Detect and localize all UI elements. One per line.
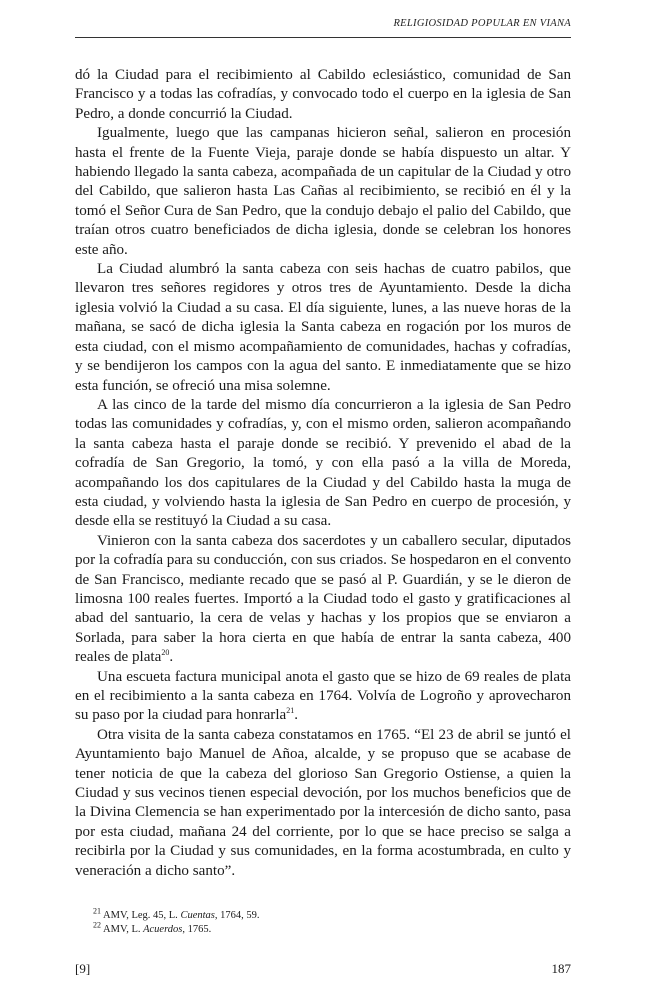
footnote-text-post: , 1765. <box>182 923 212 935</box>
paragraph-6 <box>75 668 571 726</box>
paragraph-4: A las cinco de la tarde del mismo día concurrieron a la iglesia de San Pedro todas las comunidades y cofradías, y, con el mismo orden, salieron acompañando la santa cabeza hasta el paraje donde se recibió. Y prevenido el abad de la cofradía de San Gregorio, la tomó, y con ella pasó a la villa de Moreda, acompañando los dos capitulares de la Ciudad y del Cabildo hasta la muga de esta ciudad, y volviendo hasta la iglesia de San Pedro en cuerpo de procesión, y desde ella se restituyó la Ciudad a su casa. <box>75 396 571 530</box>
running-header: RELIGIOSIDAD POPULAR EN VIANA <box>393 18 571 29</box>
footnote-text-post: , 1764, 59. <box>214 910 260 921</box>
header-rule <box>75 37 571 38</box>
paragraph-5-end: . <box>169 649 174 666</box>
paragraph-7: Otra visita de la santa cabeza constatamos en 1765. “El 23 de abril se juntó el Ayuntamiento bajo Manuel de Añoa, alcalde, y se propuso que se acabase de tener noticia de que la cabeza del glorioso San Gregorio Ostiense, a quien la Ciudad y sus vecinos tienen especial devoción, por los muchos beneficios que de la Divina Clemencia se han experimentado por la intercesión de dicho santo, pasa por esta ciudad, mañana 24 del corriente, por lo que se hace preciso se salga a recibirla por la Ciudad y sus comunidades, en la forma acostumbrada, en culto y veneración a dicho santo”. <box>75 726 571 879</box>
footnote-21 <box>75 906 571 923</box>
page-number: 187 <box>551 961 571 976</box>
chapter-folio: [9] <box>75 961 91 976</box>
footnote-text-pre: AMV, Leg. 45, L. <box>103 910 181 921</box>
footnote-22 <box>75 920 571 937</box>
footnotes <box>75 906 571 936</box>
footnote-ref-20: 20 <box>161 648 170 658</box>
footnote-ref-21: 21 <box>286 706 295 716</box>
paragraph-1: dó la Ciudad para el recibimiento al Cabildo eclesiástico, comunidad de San Francisco y a todas las cofradías, y convocado todo el cuerpo en la iglesia de San Pedro, a donde concurrió la Ciudad. <box>75 67 571 122</box>
paragraph-5-text: Vinieron con la santa cabeza dos sacerdotes y un caballero secular, diputados por la cofradía para su conducción, con sus criados. Se hospedaron en el convento de San Francisco, mediante recado que se pasó al P. Guardián, y se le dieron de limosna 100 reales fuertes. Importó a la Ciudad todo el gasto y gratificaciones al abad del santuario, la cera de velas y hachas y los propios que se enviaron a Sorlada, para saber la hora cierta en que había de entrar la santa cabeza, 400 reales de plata <box>75 532 571 666</box>
footnote-number: 21 <box>93 906 101 916</box>
paragraph-3: La Ciudad alumbró la santa cabeza con seis hachas de cuatro pabilos, que llevaron tres señores regidores y otros tres de Ayuntamiento. Desde la dicha iglesia volvió la Ciudad a su casa. El día siguiente, lunes, a las nueve horas de la mañana, se sacó de dicha iglesia la Santa cabeza en rogación por los muros de esta ciudad, con el mismo acompañamiento de comunidades, hachas y cofradías, y se bendijeron los campos con la agua del santo. E inmediatamente que se hizo esta función, se ofreció una misa solemne. <box>75 261 571 394</box>
paragraph-6-end: . <box>294 707 299 724</box>
paragraph-6-text: Una escueta factura municipal anota el gasto que se hizo de 69 reales de plata en el recibimiento a la santa cabeza en 1764. Volvía de Logroño y aprovecharon su paso por la ciudad para honrarla <box>75 668 571 724</box>
body-text <box>75 66 571 881</box>
paragraph-2: Igualmente, luego que las campanas hicieron señal, salieron en procesión hasta el frente de la Fuente Vieja, paraje donde se había dispuesto un altar. Y habiendo llegado la santa cabeza, acompañada de un capitular de la Ciudad y otro del Cabildo, que salieron hasta Las Cañas al recibimiento, se recibió en él y la tomó el Señor Cura de San Pedro, que la condujo debajo el palio del Cabildo, que traían otros cuatro beneficiados de dicha iglesia, donde se celebran los honores este año. <box>75 125 571 258</box>
footnote-text-pre: AMV, L. <box>103 923 144 935</box>
footnote-number: 22 <box>93 920 101 929</box>
footnote-text-italic: Acuerdos <box>143 923 183 935</box>
footnote-text-italic: Cuentas <box>180 910 215 921</box>
paragraph-5 <box>75 532 571 668</box>
